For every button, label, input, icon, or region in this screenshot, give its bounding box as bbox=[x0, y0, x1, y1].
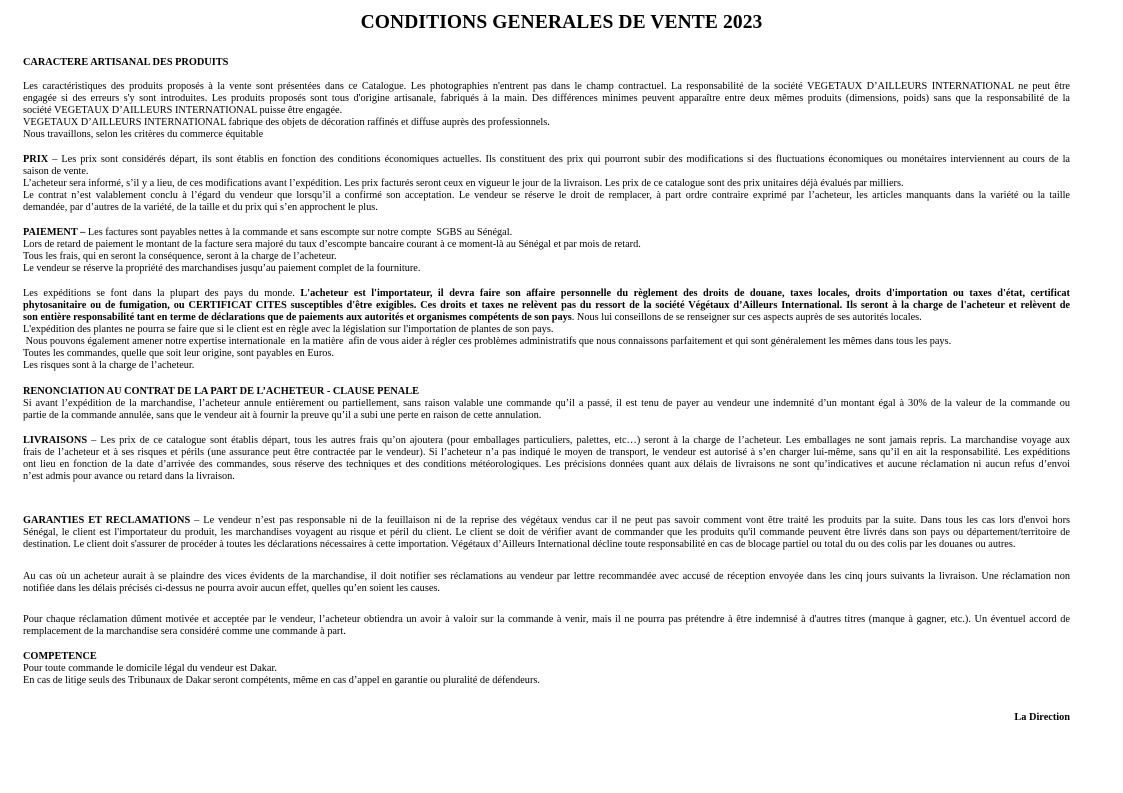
body-text: Lors de retard de paiement le montant de la facture sera majoré du taux d’escompte bancaire courant à ce moment-là au Sénégal et par mois de retard. bbox=[23, 239, 641, 250]
body-text: – Le vendeur n’est pas responsable ni de la feuillaison ni de la reprise des végétaux vendus car il ne peut pas savoir comment vont être traité les produits par la suite. Dans tous les cas lors d'envoi hors bbox=[190, 515, 1071, 526]
body-text: notifiée dans les délais précisés ci-dessus ne pourra avoir aucun effet, quelles qu’en soient les causes. bbox=[23, 583, 440, 594]
text-line bbox=[23, 117, 550, 129]
text-line bbox=[23, 300, 1070, 312]
body-text: Au cas où un acheteur aurait à se plaindre des vices évidents de la marchandise, il doit notifier ses réclamations au vendeur par lettre recommandée avec accusé de réception envoyée dans les cinq jours suivants la livraison. Une réclamation non bbox=[23, 571, 1070, 582]
body-text: Nous travaillons, selon les critères du commerce équitable bbox=[23, 129, 264, 140]
text-line bbox=[23, 614, 1070, 626]
text-line bbox=[23, 178, 904, 190]
text-line bbox=[23, 515, 1070, 527]
text-line bbox=[23, 129, 263, 141]
bold-text: LIVRAISONS bbox=[23, 435, 88, 446]
text-line bbox=[23, 57, 228, 69]
text-line bbox=[23, 626, 346, 638]
bold-text: COMPETENCE bbox=[23, 651, 97, 662]
text-line bbox=[23, 251, 337, 263]
body-text: Les risques sont à la charge de l’acheteur. bbox=[23, 360, 195, 371]
body-text: Toutes les commandes, quelle que soit leur origine, sont payables en Euros. bbox=[23, 348, 334, 359]
body-text: Sénégal, le client est l'importateur du produit, les marchandises voyagent au risque et péril du client. Le client se doit de vérifier avant de commander que les produits qu'il commande peuvent être livrés dans son pays ou département/territoire de bbox=[23, 527, 1070, 538]
body-text: n’est admis pour avance ou retard dans la livraison. bbox=[23, 471, 235, 482]
bold-text: GARANTIES ET RECLAMATIONS bbox=[23, 515, 191, 526]
bold-text: phytosanitaire ou de fumigation, ou CERTIFICAT CITES susceptibles d'être exigibles. Ces droits et taxes ne relèvent pas du ressort de la société Végétaux d’Ailleurs International. Ils seront à la charge de l'acheteur et relèvent de bbox=[23, 300, 1070, 311]
text-line bbox=[23, 471, 235, 483]
text-line bbox=[23, 288, 1070, 300]
text-line bbox=[23, 386, 419, 398]
text-line bbox=[23, 263, 420, 275]
bold-text: L'acheteur est l'importateur, il devra faire son affaire personnelle du règlement des droits de douane, taxes locales, droits d'importation ou taxes d'état, certificat bbox=[300, 288, 1070, 299]
body-text: remplacement de la marchandise sera considéré comme une commande à part. bbox=[23, 626, 346, 637]
body-text: saison de vente. bbox=[23, 166, 89, 177]
text-line bbox=[23, 571, 1070, 583]
body-text: Si avant l’expédition de la marchandise, l’acheteur annule entièrement ou partiellement, sans raison valable une commande qu’il a passé, il est tenu de payer au vendeur une indemnité d’un montant égal à 30% de la valeur de la commande ou bbox=[23, 398, 1070, 409]
body-text: demandée, par d’autres de la variété, de la taille et du prix qui s’en approchent le plus. bbox=[23, 202, 378, 213]
text-line bbox=[23, 166, 88, 178]
bold-text: son entière responsabilité tant en terme de déclarations que de paiements aux autorités et organismes compétents de son pays bbox=[23, 312, 572, 323]
text-line bbox=[23, 675, 540, 687]
body-text: – Les prix sont considérés départ, ils sont établis en fonction des conditions économiques actuelles. Ils constituent des prix qui pourront subir des modifications si des fluctuations économiques ou monétaires interviennent au cours de la bbox=[48, 154, 1070, 165]
text-line bbox=[23, 324, 553, 336]
text-line bbox=[23, 583, 440, 595]
body-text: L’acheteur sera informé, s’il y a lieu, de ces modifications avant l’expédition. Les prix facturés seront ceux en vigueur le jour de la livraison. Les prix de ce catalogue sont des prix unitaires déjà évalués par milliers. bbox=[23, 178, 904, 189]
body-text: partie de la commande annulée, sans que le vendeur ait à fournir la preuve qu’il a subi une perte en raison de cette annulation. bbox=[23, 410, 542, 421]
body-text: – Les prix de ce catalogue sont établis départ, tous les autres frais qu’on ajoutera (pour emballages particuliers, palettes, etc…) seront à la charge de l’acheteur. Les emballages ne sont jamais repris. La marchandise voyage aux bbox=[87, 435, 1070, 446]
body-text: . Nous lui conseillons de se renseigner sur ces aspects auprès de ses autorités locales. bbox=[571, 312, 922, 323]
text-line bbox=[23, 81, 1070, 93]
text-line bbox=[23, 190, 1070, 202]
text-line bbox=[23, 527, 1070, 539]
body-text: Nous pouvons également amener notre expertise internationale en la matière afin de vous aider à régler ces problèmes administratifs que nous connaissons parfaitement et qui sont généralement les mêmes dans tous les pays. bbox=[23, 336, 952, 347]
body-text: Les expéditions se font dans la plupart des pays du monde. bbox=[23, 288, 301, 299]
text-line bbox=[23, 360, 194, 372]
text-line bbox=[23, 459, 1070, 471]
body-text: VEGETAUX D’AILLEURS INTERNATIONAL fabrique des objets de décoration raffinés et diffuse auprès des professionnels. bbox=[23, 117, 550, 128]
text-line bbox=[23, 227, 512, 239]
body-text: L'expédition des plantes ne pourra se faire que si le client est en règle avec la législation sur l'importation de plantes de son pays. bbox=[23, 324, 554, 335]
body-text: frais de l’acheteur et à ses risques et périls (une assurance peut être contractée par le vendeur). Si l’acheteur n’a pas indiqué le moyen de transport, le vendeur est autorisé à s’en charger lui-même, sans qu’il en ait la responsabilité. Les expéditions bbox=[23, 447, 1070, 458]
text-line bbox=[23, 651, 97, 663]
body-text: engagée si des erreurs s'y sont introduites. Les produits proposés sont tous d'origine artisanale, fabriqués à la main. Des différences minimes peuvent apparaître entre deux mêmes produits (dimensions, poids) sans que la responsabilité de la bbox=[23, 93, 1070, 104]
document-title: CONDITIONS GENERALES DE VENTE 2023 bbox=[360, 12, 763, 33]
bold-text: PRIX bbox=[23, 154, 49, 165]
bold-text: CARACTERE ARTISANAL DES PRODUITS bbox=[23, 57, 229, 68]
body-text: Les caractéristiques des produits proposés à la vente sont présentées dans ce Catalogue. Les photographies n'entrent pas dans le champ contractuel. La responsabilité de la société VEGETAUX D’AILLEURS INTERNATIONAL ne peut être bbox=[23, 81, 1070, 92]
text-line bbox=[23, 539, 1015, 551]
body-text: Pour toute commande le domicile légal du vendeur est Dakar. bbox=[23, 663, 277, 674]
body-text: Les factures sont payables nettes à la commande et sans escompte sur notre compte SGBS au Sénégal. bbox=[85, 227, 513, 238]
body-text: société VEGETAUX D’AILLEURS INTERNATIONAL puisse être engagée. bbox=[23, 105, 343, 116]
text-line bbox=[23, 154, 1070, 166]
body-text: En cas de litige seuls des Tribunaux de Dakar seront compétents, même en cas d’appel en garantie ou pluralité de défendeurs. bbox=[23, 675, 540, 686]
text-line bbox=[23, 93, 1070, 105]
text-line bbox=[23, 348, 334, 360]
body-text: Le contrat n’est valablement conclu à l’égard du vendeur que lorsqu’il a confirmé son acceptation. Le vendeur se réserve le droit de remplacer, à part ordre contraire exprimé par l’acheteur, les articles manquants dans la variété ou la taille bbox=[23, 190, 1070, 201]
text-line bbox=[23, 435, 1070, 447]
body-text: destination. Le client doit s'assurer de procéder à toutes les déclarations nécessaires à cette importation. Végétaux d’Ailleurs International décline toute responsabilité en cas de blocage partiel ou total du ou des colis par les douanes ou autres. bbox=[23, 539, 1016, 550]
text-line bbox=[23, 398, 1070, 410]
body-text: Pour chaque réclamation dûment motivée et acceptée par le vendeur, l’acheteur obtiendra un avoir à valoir sur la commande à venir, mais il ne pourra pas prétendre à être indemnisé à d'autres titres (manque à gagner, etc.). Un éventuel accord de bbox=[23, 614, 1070, 625]
body-text: Tous les frais, qui en seront la conséquence, seront à la charge de l’acheteur. bbox=[23, 251, 337, 262]
text-line bbox=[23, 410, 541, 422]
text-line bbox=[23, 105, 342, 117]
text-line bbox=[23, 312, 922, 324]
bold-text: PAIEMENT – bbox=[23, 227, 86, 238]
signature: La Direction bbox=[1014, 712, 1070, 723]
text-line bbox=[23, 447, 1070, 459]
body-text: ont lieu en fonction de la date d’arrivée des commandes, sous réserve des techniques et des conditions météorologiques. Les précisions données quant aux délais de livraisons ne sont qu’indicatives et aucune réclamation ni aucun refus d’envoi bbox=[23, 459, 1070, 470]
text-line bbox=[23, 202, 378, 214]
text-line bbox=[23, 663, 277, 675]
body-text: Le vendeur se réserve la propriété des marchandises jusqu’au paiement complet de la fourniture. bbox=[23, 263, 421, 274]
text-line bbox=[23, 336, 951, 348]
bold-text: RENONCIATION AU CONTRAT DE LA PART DE L’ACHETEUR - CLAUSE PENALE bbox=[23, 386, 419, 397]
text-line bbox=[23, 239, 641, 251]
